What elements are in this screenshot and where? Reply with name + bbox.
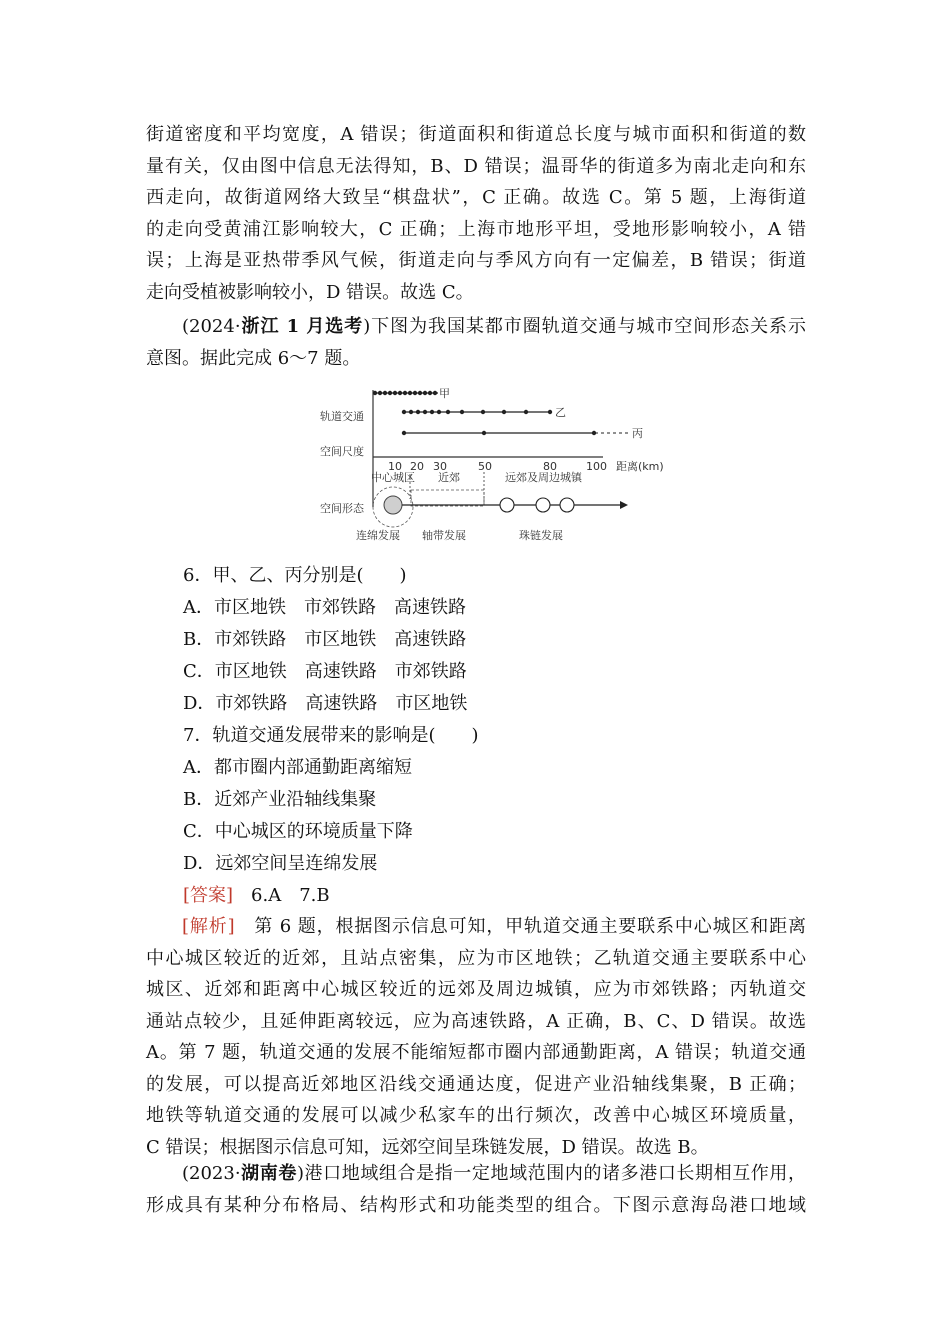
question-intro: [146, 1158, 806, 1221]
zone-label-near: 近郊: [438, 471, 460, 484]
source-name: 浙江 1 月选考: [240, 316, 364, 337]
text-line: [146, 911, 806, 943]
text-line: A。第 7 题，轨道交通的发展不能缩短都市圈内部通勤距离，A 错误；轨道交通: [146, 1042, 806, 1063]
text-line: 街道密度和平均宽度，A 错误；街道面积和街道总长度与城市面积和街道的数: [146, 124, 806, 145]
answer-line: [183, 880, 330, 912]
zone-label-center: 中心城区: [371, 471, 415, 484]
source-prefix: (2024·: [182, 316, 241, 337]
satellite-town-node: [536, 498, 550, 512]
form-label-contiguous: 连绵发展: [356, 529, 400, 542]
form-label-axis: 轴带发展: [422, 529, 466, 542]
text-line: 量有关，仅由图中信息无法得知，B、D 错误；温哥华的街道多为南北走向和东: [146, 155, 806, 177]
line-label-jia: 甲: [439, 387, 450, 400]
tick-label: 100: [586, 460, 607, 473]
source-name: 湖南卷: [240, 1163, 297, 1184]
text-line: 误；上海是亚热带季风气候，街道走向与季风方向有一定偏差，B 错误；街道: [146, 250, 806, 271]
zone-label-far: 远郊及周边城镇: [505, 471, 582, 484]
text-line: C 错误；根据图示信息可知，远郊空间呈珠链发展，D 错误。故选 B。: [146, 1136, 709, 1158]
tick-label: 30: [433, 460, 447, 473]
text-line: 通站点较少，且延伸距离较远，应为高速铁路，A 正确，B、C、D 错误。故选: [146, 1010, 806, 1032]
question-intro: [146, 311, 806, 374]
line-label-yi: 乙: [555, 406, 566, 419]
intro-text: )港口地域组合是指一定地域范围内的诸多港口长期相互作用，: [296, 1163, 806, 1184]
line-label-bing: 丙: [632, 427, 643, 440]
question-7-stem: 7．轨道交通发展带来的影响是( ): [183, 725, 479, 746]
question-7-option-c: C．中心城区的环境质量下降: [183, 821, 413, 842]
tick-label: 20: [410, 460, 424, 473]
question-7-option-d: D．远郊空间呈连绵发展: [183, 853, 378, 874]
explanation-paragraph: [146, 119, 806, 308]
text-line: [146, 1158, 806, 1190]
satellite-town-node: [560, 498, 574, 512]
question-6-stem: 6．甲、乙、丙分别是( ): [183, 565, 407, 586]
text-line: 城区、近郊和距离中心城区较近的远郊及周边城镇，应为市郊铁路；丙轨道交: [146, 979, 806, 1000]
text-line: 形成具有某种分布格局、结构形式和功能类型的组合。下图示意海岛港口地域: [146, 1194, 806, 1216]
question-6-option-a: A．市区地铁 市郊铁路 高速铁路: [183, 597, 466, 618]
text-line: 西走向，故街道网络大致呈“棋盘状”，C 正确。故选 C。第 5 题，上海街道: [146, 187, 806, 208]
text-line: 走向受植被影响较小，D 错误。故选 C。: [146, 281, 474, 303]
text-line: 地铁等轨道交通的发展可以减少私家车的出行频次，改善中心城区环境质量，: [146, 1105, 806, 1126]
question-7-option-b: B．近郊产业沿轴线集聚: [183, 789, 377, 810]
analysis-tag: [解析]: [182, 916, 235, 937]
answer-text: 6.A 7.B: [233, 885, 330, 906]
tick-label: 50: [478, 460, 492, 473]
question-6-option-c: C．市区地铁 高速铁路 市郊铁路: [183, 661, 467, 682]
text-line: [146, 311, 806, 343]
row-label-scale: 空间尺度: [320, 445, 364, 458]
arrow-head-icon: [620, 501, 628, 509]
text-line: 的走向受黄浦江影响较大，C 正确；上海市地形平坦，受地形影响较小，A 错: [146, 218, 806, 240]
row-label-form: 空间形态: [320, 502, 364, 515]
axis-belt-zone: [411, 490, 484, 506]
source-prefix: (2023·: [182, 1163, 241, 1184]
intro-text: )下图为我国某都市圈轨道交通与城市空间形态关系示: [363, 316, 806, 337]
form-label-pearl: 珠链发展: [519, 529, 563, 542]
text-line: 中心城区较近的近郊，且站点密集，应为市区地铁；乙轨道交通主要联系中心: [146, 947, 806, 969]
tick-label: 10: [388, 460, 402, 473]
answer-tag: [答案]: [183, 885, 234, 906]
center-city-node: [384, 496, 402, 514]
question-6-option-b: B．市郊铁路 市区地铁 高速铁路: [183, 629, 467, 650]
analysis-paragraph: [146, 911, 806, 1163]
satellite-town-node: [500, 498, 514, 512]
rail-transit-diagram: [300, 382, 680, 547]
text-line: 的发展，可以提高近郊地区沿线交通通达度，促进产业沿轴线集聚，B 正确；: [146, 1073, 806, 1095]
tick-label: 80: [543, 460, 557, 473]
text-line: 意图。据此完成 6～7 题。: [146, 347, 361, 369]
analysis-text: 第 6 题，根据图示信息可知，甲轨道交通主要联系中心城区和距离: [234, 916, 806, 937]
distance-unit: 距离(km): [616, 460, 664, 473]
question-7-option-a: A．都市圈内部通勤距离缩短: [183, 757, 412, 778]
row-label-rail: 轨道交通: [320, 410, 364, 423]
question-6-option-d: D．市郊铁路 高速铁路 市区地铁: [183, 693, 468, 714]
